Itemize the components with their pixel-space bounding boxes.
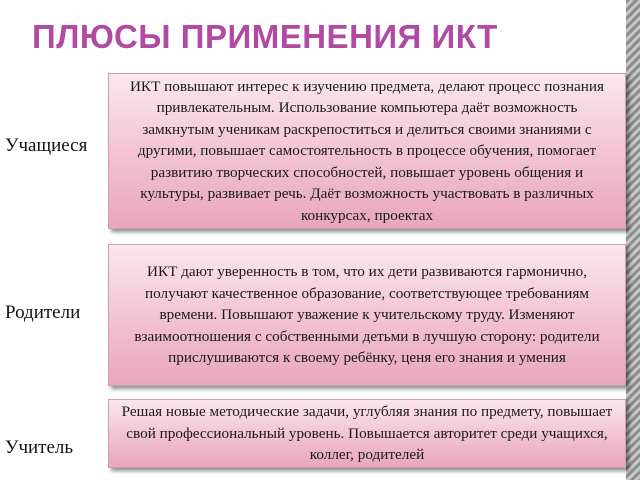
text-box-students (108, 73, 626, 229)
slide-title: ПЛЮСЫ ПРИМЕНЕНИЯ ИКТ (32, 18, 498, 55)
text-box-teacher (108, 399, 626, 468)
decorative-side-stripe (626, 0, 640, 480)
text-box-parents-content: ИКТ дают уверенность в том, что их дети развиваются гармонично, получают качественное образование, соответствующее требованиям времени. Повышают уважение к учительскому труду. Изменяют взаимоотношения с собственными детьми в лучшую сторону: родители прислушиваются к своему ребёнку, ценя его знания и умения (134, 263, 600, 367)
row-label-parents: Родители (5, 302, 81, 323)
text-box-parents (108, 244, 626, 386)
row-label-students: Учащиеся (5, 135, 88, 156)
text-box-students-content: ИКТ повышают интерес к изучению предмета, делают процесс познания привлекательным. Использование компьютера даёт возможность замкнутым ученикам раскрепоститься и делиться своими знаниями с другими, повышает самостоятельность в процессе обучения, помогает развитию творческих способностей, повышает уровень общения и культуры, развивает речь. Даёт возможность участвовать в различных конкурсах, проектах (129, 77, 605, 224)
text-box-teacher-content: Решая новые методические задачи, углубляя знания по предмету, повышает свой профессиональный уровень. Повышается авторитет среди учащихся, коллег, родителей (121, 403, 613, 464)
row-label-teacher: Учитель (5, 437, 74, 458)
